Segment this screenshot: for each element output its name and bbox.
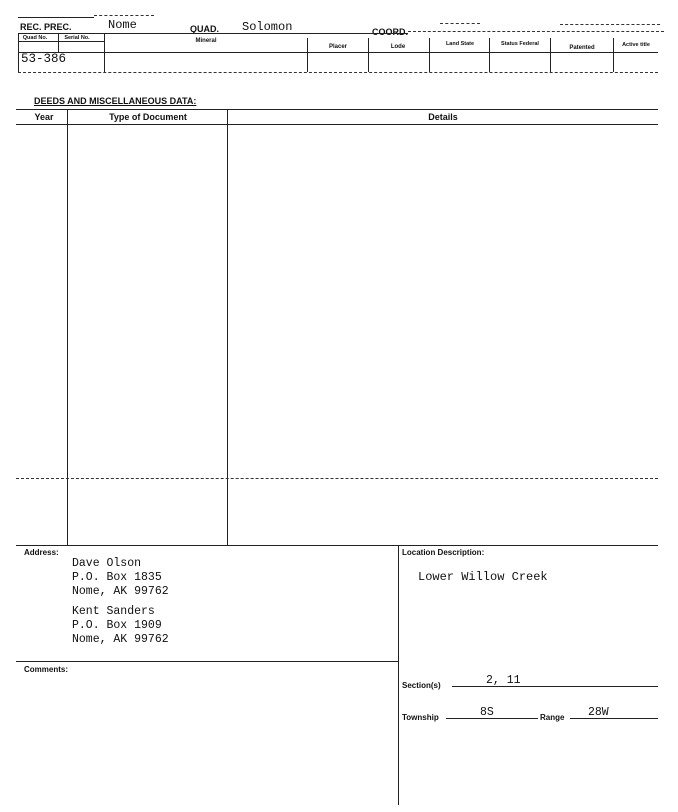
- township-value: 8S: [480, 706, 494, 719]
- address-name: Kent Sanders: [72, 605, 155, 618]
- address-line1: P.O. Box 1835: [72, 571, 162, 584]
- mineral-label: Mineral: [195, 38, 217, 44]
- col-type-header: Type of Document: [109, 112, 187, 122]
- location-label: Location Description:: [402, 548, 485, 557]
- record-number: 53-386: [21, 52, 67, 66]
- rec-prec-label: REC. PREC.: [20, 22, 72, 32]
- address-line2: Nome, AK 99762: [72, 633, 169, 646]
- quad-no-label: Quad No.: [22, 35, 48, 41]
- sections-label: Section(s): [402, 681, 441, 690]
- deeds-section-title: DEEDS AND MISCELLANEOUS DATA:: [34, 96, 197, 106]
- rec-prec-value: Nome: [108, 18, 137, 32]
- sections-value: 2, 11: [486, 674, 521, 687]
- township-label: Township: [402, 713, 439, 722]
- land-state-label: Land State: [445, 41, 475, 47]
- range-label: Range: [540, 713, 565, 722]
- status-federal-label: Status Federal: [501, 41, 539, 47]
- quad-value: Solomon: [242, 20, 293, 34]
- range-value: 28W: [588, 706, 609, 719]
- address-line2: Nome, AK 99762: [72, 585, 169, 598]
- placer-label: Placer: [328, 44, 347, 50]
- address-label: Address:: [24, 548, 59, 557]
- active-title-label: Active title: [622, 42, 650, 48]
- address-line1: P.O. Box 1909: [72, 619, 162, 632]
- patented-label: Patented: [569, 45, 595, 51]
- quad-label: QUAD.: [190, 24, 219, 34]
- col-details-header: Details: [428, 112, 458, 122]
- serial-no-label: Serial No.: [64, 35, 90, 41]
- comments-label: Comments:: [24, 665, 69, 674]
- address-name: Dave Olson: [72, 557, 142, 570]
- lode-label: Lode: [390, 44, 406, 50]
- location-value: Lower Willow Creek: [418, 570, 548, 584]
- col-year-header: Year: [34, 112, 54, 122]
- coord-label: COORD.: [372, 27, 408, 37]
